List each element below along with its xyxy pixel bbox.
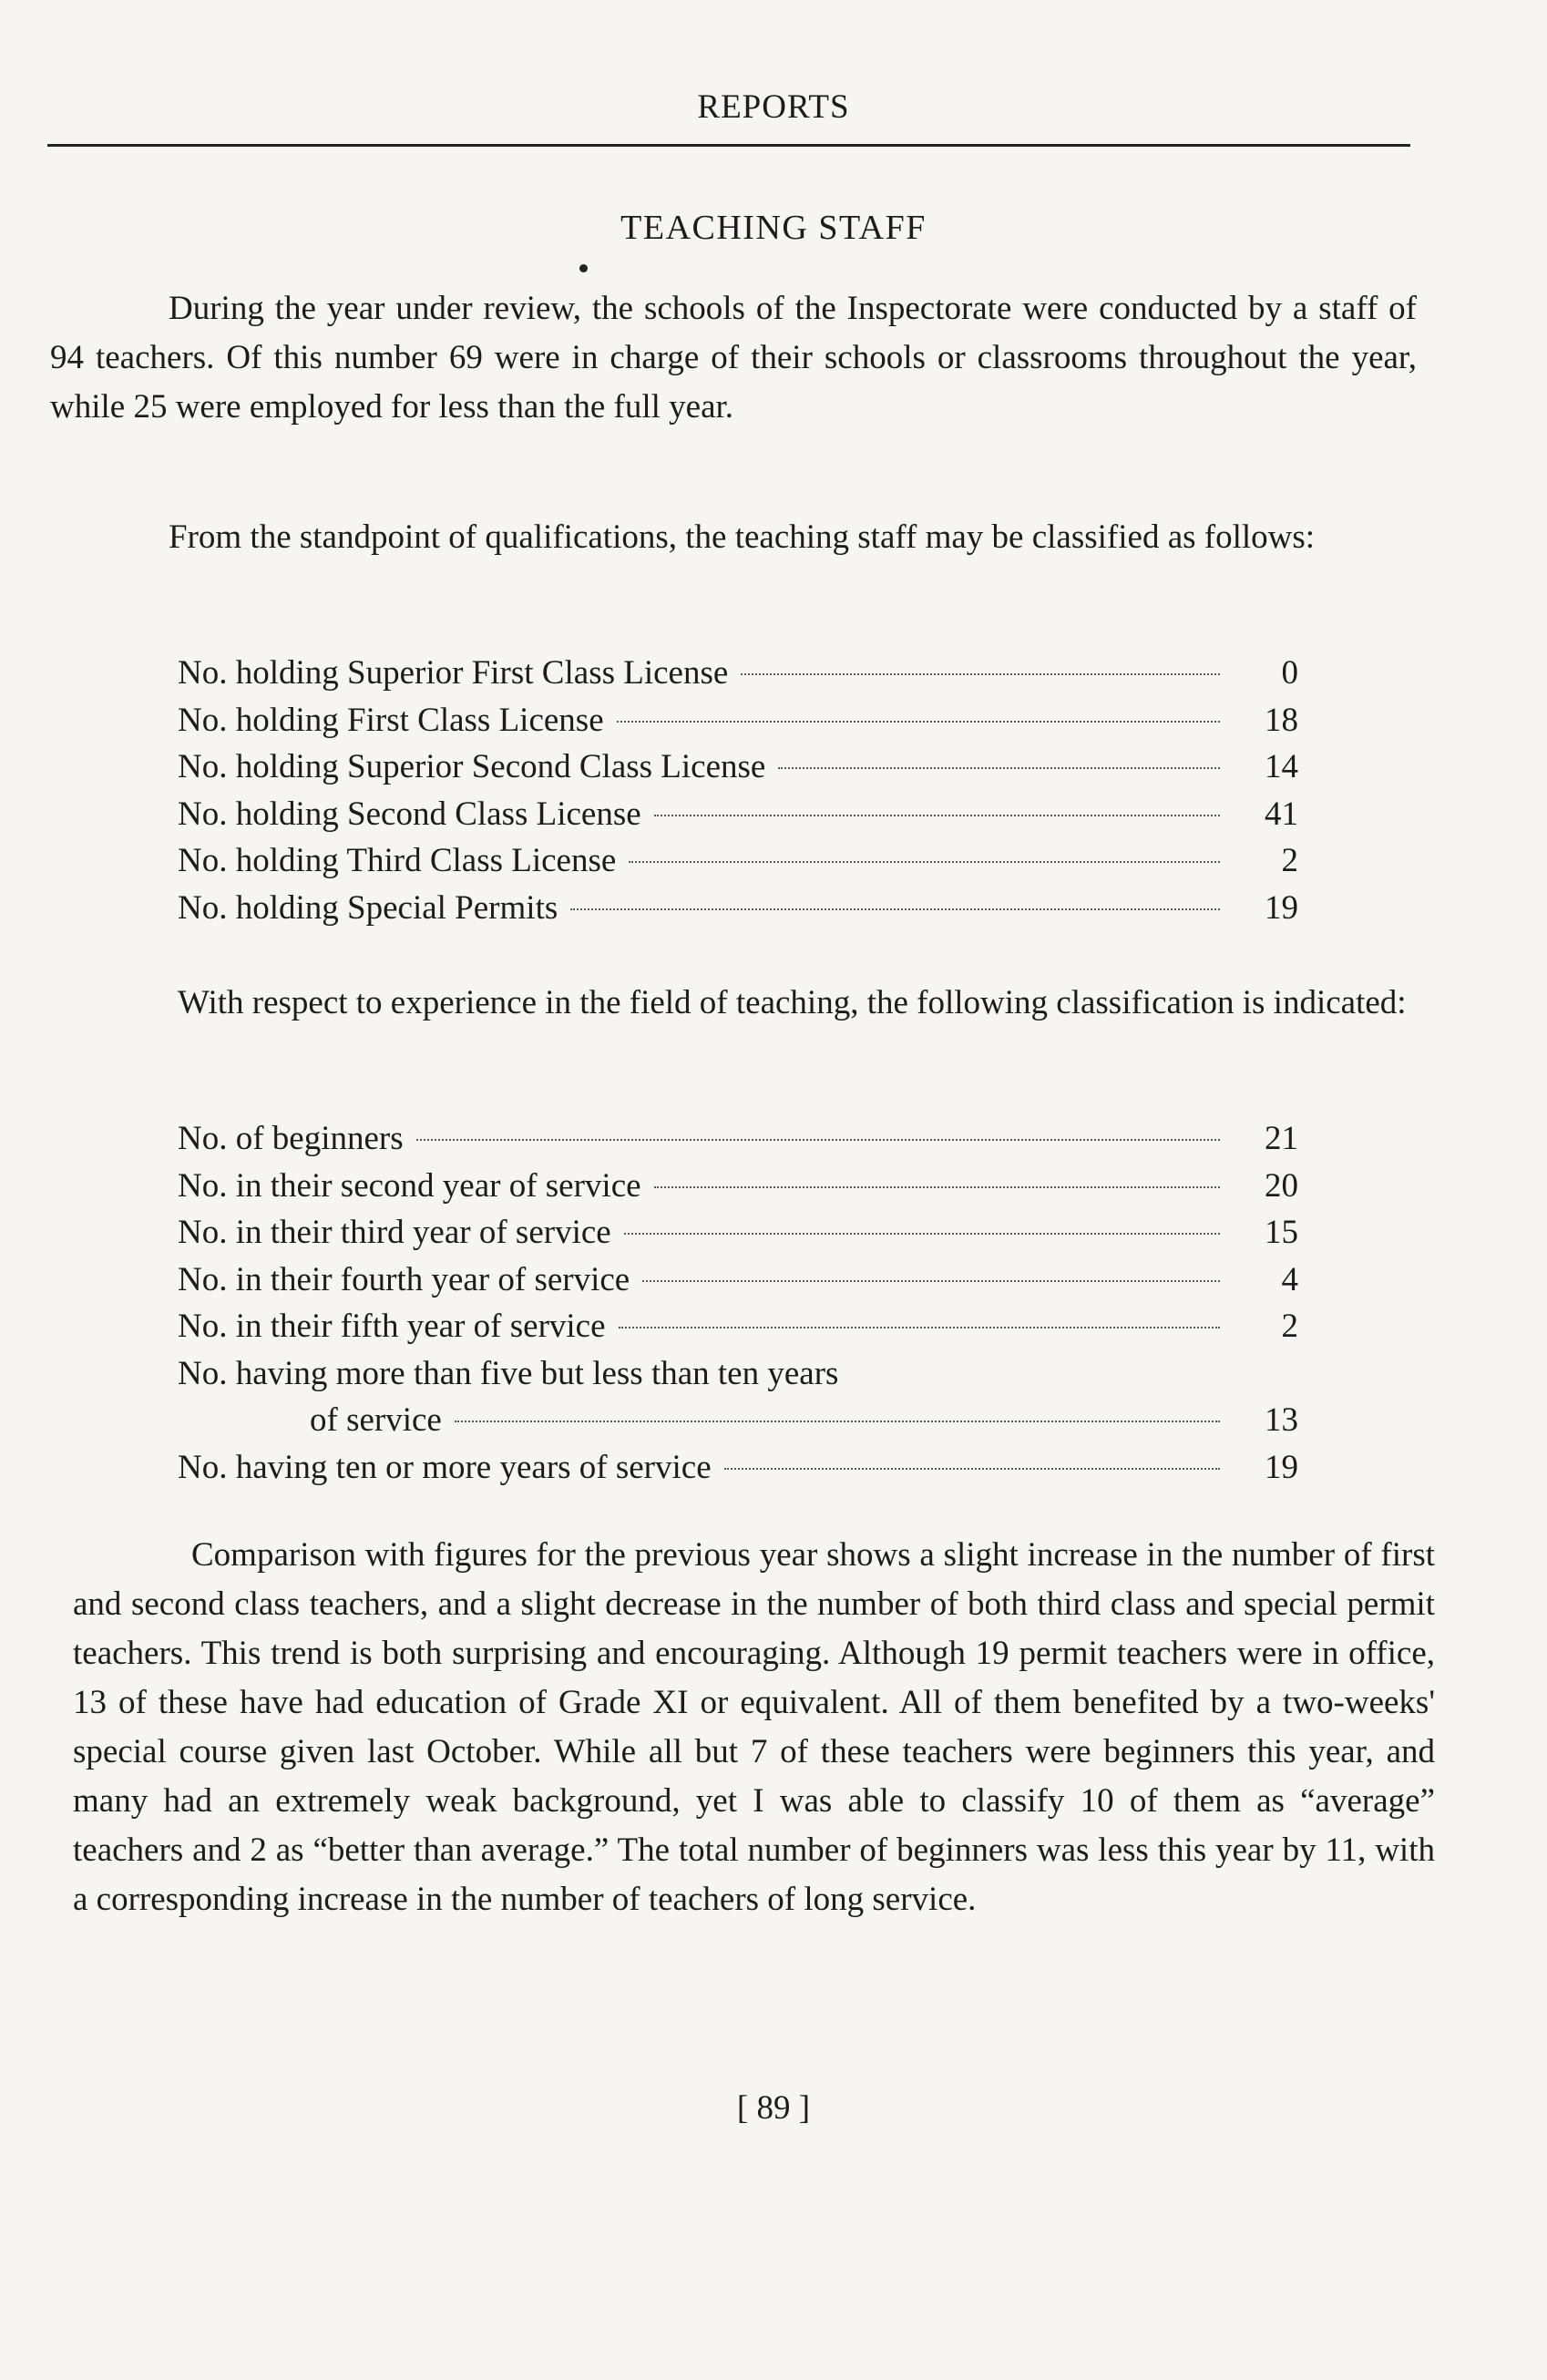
dot-leader [654,1186,1220,1188]
running-head: REPORTS [697,88,850,126]
dot-leader [617,721,1220,723]
bullet-mark [579,264,588,272]
qualifications-list [178,653,1298,935]
experience-list [178,1119,1298,1494]
dot-leader [724,1468,1220,1470]
list-item: No. holding Second Class License 41 [178,795,1298,833]
dot-leader [619,1327,1220,1328]
list-item: No. holding First Class License 18 [178,701,1298,739]
dot-leader [416,1139,1220,1141]
list-item: No. holding Superior Second Class License 14 [178,748,1298,785]
paragraph-text: Comparison with figures for the previous year shows a slight increase in the number of first and second class teachers, and a slight decrease in the number of both third class and special permit teachers. This trend is both surprising and encouraging. Although 19 permit teachers were in office, 13 of these have had education of Grade XI or equivalent. All of them benefited by a two-weeks' special course given last October. While all but 7 of these teachers were beginners this year, and many had an extremely weak background, yet I was able to classify 10 of them as “average” teachers and 2 as “better than average.” The total number of beginners was less this year by 11, with a corresponding increase in the number of teachers of long service. [73,1536,1435,1918]
dot-leader [654,815,1220,816]
list-item: of service 13 [310,1401,1298,1439]
header-rule [47,144,1410,147]
paragraph-staff-count [50,284,1417,432]
paragraph-experience-intro [59,979,1421,1028]
dot-leader [778,767,1220,769]
list-item: No. in their fourth year of service 4 [178,1260,1298,1298]
list-item: No. in their fifth year of service 2 [178,1308,1298,1345]
list-item: No. holding Superior First Class License 0 [178,654,1298,692]
dot-leader [629,861,1220,863]
section-title: TEACHING STAFF [620,209,927,247]
list-item: No. in their third year of service 15 [178,1214,1298,1251]
paragraph-text: From the standpoint of qualifications, the teaching staff may be classified as follows: [169,518,1316,556]
paragraph-comparison [73,1531,1435,1924]
paragraph-text: During the year under review, the schools of the Inspectorate were conducted by a staff of 94 teachers. Of this number 69 were in charge of their schools or classrooms throughout the year, while 25 were employed for less than the full year. [50,290,1417,426]
dot-leader [455,1421,1220,1422]
page-number: [ 89 ] [736,2089,811,2127]
list-item: No. in their second year of service 20 [178,1166,1298,1205]
dot-leader [741,673,1220,675]
paragraph-qualifications-intro [50,513,1417,562]
list-item: No. having more than five but less than ten years [178,1354,839,1392]
dot-leader [624,1233,1220,1235]
list-item: No. having ten or more years of service 19 [178,1448,1298,1486]
dot-leader [570,908,1220,910]
paragraph-text: With respect to experience in the field of teaching, the following classification is indicated: [178,984,1407,1021]
list-item: No. holding Special Permits 19 [178,888,1298,927]
list-item: No. of beginners 21 [178,1120,1298,1157]
dot-leader [642,1280,1220,1282]
list-item: No. holding Third Class License 2 [178,842,1298,879]
